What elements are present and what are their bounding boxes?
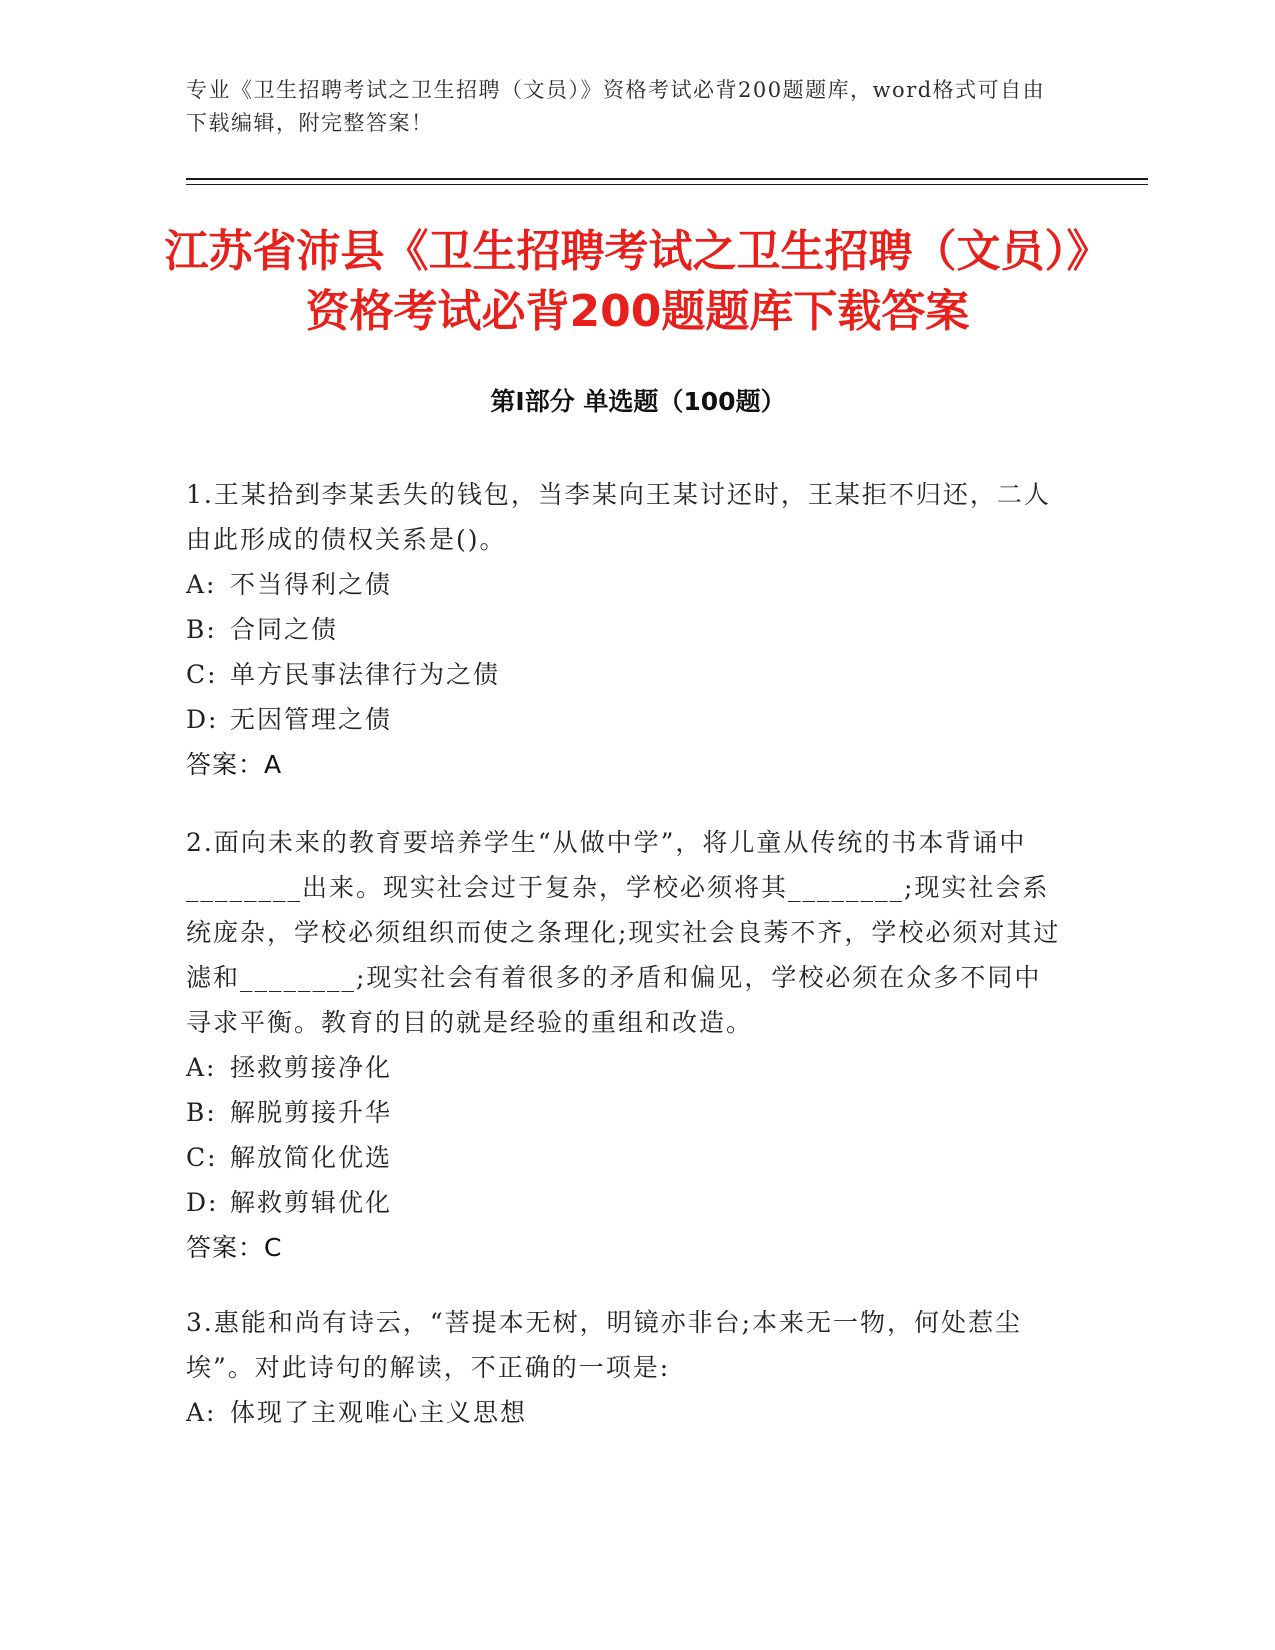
option-text: 体现了主观唯心主义思想 xyxy=(230,1398,528,1427)
option-d xyxy=(186,1180,1066,1225)
option-a xyxy=(186,562,1066,607)
document-title: 江苏省沛县《卫生招聘考试之卫生招聘（文员）》资格考试必背200题题库下载答案 xyxy=(164,226,1111,337)
option-a xyxy=(186,1390,1066,1435)
option-c xyxy=(186,1135,1066,1180)
header-note: 专业《卫生招聘考试之卫生招聘（文员）》资格考试必背200题题库，word格式可自由下载编辑，附完整答案！ xyxy=(186,78,1046,135)
question-2 xyxy=(186,820,1066,1270)
answer-line: 答案：A xyxy=(186,750,283,779)
option-d xyxy=(186,697,1066,742)
option-text: 不当得利之债 xyxy=(230,570,393,599)
header-divider-thin xyxy=(186,184,1148,185)
option-text: 拯救剪接净化 xyxy=(230,1053,393,1082)
option-key: A: xyxy=(186,1053,217,1082)
option-key: B: xyxy=(186,1098,217,1127)
option-key: C: xyxy=(186,660,218,689)
option-text: 解放简化优选 xyxy=(230,1143,393,1172)
option-key: A: xyxy=(186,1398,217,1427)
question-1 xyxy=(186,472,1066,787)
option-text: 合同之债 xyxy=(230,615,339,644)
question-text: 3.惠能和尚有诗云，“菩提本无树，明镜亦非台;本来无一物，何处惹尘埃”。对此诗句的解读，不正确的一项是: xyxy=(186,1308,1023,1382)
header-divider-thick xyxy=(186,178,1148,180)
option-key: D: xyxy=(186,1188,219,1217)
option-text: 单方民事法律行为之债 xyxy=(230,660,501,689)
answer-line: 答案：C xyxy=(186,1233,283,1262)
option-key: D: xyxy=(186,705,219,734)
option-a xyxy=(186,1045,1066,1090)
question-3 xyxy=(186,1300,1066,1435)
question-text: 2.面向未来的教育要培养学生“从做中学”，将儿童从传统的书本背诵中________出来。现实社会过于复杂，学校必须将其________;现实社会系统庞杂，学校必须组织而使之条理化;现实社会良莠不齐，学校必须对其过滤和________;现实社会有着很多的矛盾和偏见，学校必须在众多不同中寻求平衡。教育的目的就是经验的重组和改造。 xyxy=(186,828,1061,1037)
option-c xyxy=(186,652,1066,697)
option-key: B: xyxy=(186,615,217,644)
option-key: C: xyxy=(186,1143,218,1172)
question-text: 1.王某拾到李某丢失的钱包，当李某向王某讨还时，王某拒不归还，二人由此形成的债权关系是()。 xyxy=(186,480,1051,554)
option-text: 解救剪辑优化 xyxy=(230,1188,393,1217)
option-b xyxy=(186,607,1066,652)
option-key: A: xyxy=(186,570,217,599)
option-text: 无因管理之债 xyxy=(230,705,393,734)
section-title: 第Ⅰ部分 单选题（100题） xyxy=(490,387,786,416)
option-text: 解脱剪接升华 xyxy=(230,1098,393,1127)
option-b xyxy=(186,1090,1066,1135)
